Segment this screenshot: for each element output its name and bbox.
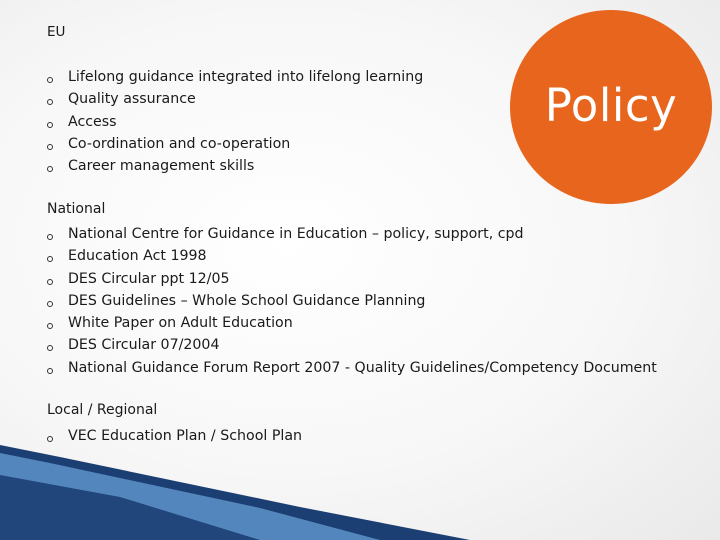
eu-heading: EU (47, 24, 66, 40)
national-heading: National (47, 201, 106, 217)
bullet-icon (47, 77, 53, 83)
list-item (47, 357, 657, 379)
policy-badge-label: Policy (544, 78, 678, 132)
bullet-icon (47, 166, 53, 172)
list-item (47, 88, 423, 110)
bullet-icon (47, 301, 53, 307)
list-item-text: DES Circular 07/2004 (68, 337, 220, 354)
list-item (47, 223, 657, 245)
list-item-text: DES Circular ppt 12/05 (68, 270, 230, 287)
national-list (47, 223, 657, 379)
policy-badge (510, 10, 712, 204)
list-item (47, 425, 302, 447)
bullet-icon (47, 323, 53, 329)
list-item (47, 111, 423, 133)
list-item-text: Lifelong guidance integrated into lifelong learning (68, 69, 424, 85)
list-item (47, 290, 657, 312)
list-item-text: Quality assurance (68, 91, 196, 108)
bullet-icon (47, 345, 53, 351)
list-item-text: Co-ordination and co-operation (68, 135, 291, 152)
bullet-icon (47, 368, 53, 374)
list-item (47, 66, 423, 88)
list-item-text: Career management skills (68, 158, 255, 175)
list-item (47, 133, 423, 155)
bullet-icon (47, 436, 53, 442)
bullet-icon (47, 122, 53, 128)
list-item (47, 155, 423, 177)
list-item-text: Access (68, 113, 117, 130)
bullet-icon (47, 234, 53, 240)
list-item (47, 245, 657, 267)
list-item (47, 312, 657, 334)
bullet-icon (47, 144, 53, 150)
corner-swoosh-decoration (0, 445, 720, 540)
bullet-icon (47, 99, 53, 105)
local-heading: Local / Regional (47, 402, 158, 418)
bullet-icon (47, 279, 53, 285)
list-item-text: DES Guidelines – Whole School Guidance Planning (68, 292, 426, 309)
list-item-text: VEC Education Plan / School Plan (68, 428, 303, 444)
local-list (47, 425, 302, 447)
list-item (47, 334, 657, 356)
list-item-text: National Centre for Guidance in Education – policy, support, cpd (68, 226, 524, 242)
bullet-icon (47, 256, 53, 262)
list-item-text: Education Act 1998 (68, 248, 207, 265)
list-item-text: National Guidance Forum Report 2007 - Quality Guidelines/Competency Document (68, 359, 657, 376)
list-item-text: White Paper on Adult Education (68, 315, 293, 332)
eu-list (47, 66, 423, 177)
list-item (47, 268, 657, 290)
